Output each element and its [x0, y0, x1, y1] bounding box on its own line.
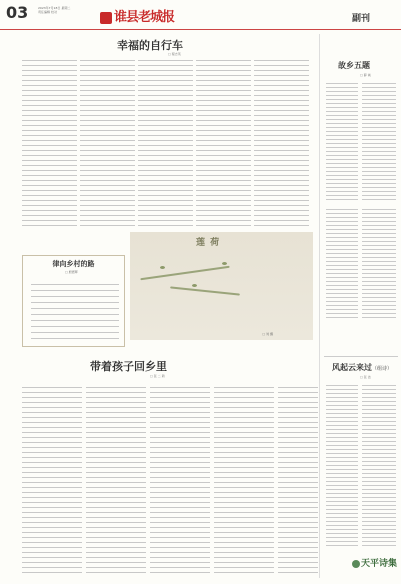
right-top-stanza-2	[362, 82, 396, 202]
bottom-article-title: 带着孩子回乡里	[90, 360, 167, 373]
main-article-column-2	[80, 58, 135, 228]
brand-icon	[352, 560, 360, 568]
poem-body	[31, 282, 119, 342]
bottom-article-column-4	[214, 385, 274, 575]
right-top-stanza-1	[326, 82, 358, 202]
branch-shape	[170, 286, 240, 295]
right-top-stanza-4	[362, 208, 396, 318]
page-number: 03	[6, 3, 29, 22]
right-bottom-title: 风起云来过（组诗）	[332, 362, 393, 372]
bottom-article-column-2	[86, 385, 146, 575]
main-article-byline: □ 程志英	[168, 52, 181, 56]
poem-title: 律向乡村的路	[52, 259, 95, 268]
right-top-byline: □ 薛 诚	[360, 73, 371, 77]
main-article-column-1	[22, 58, 77, 228]
bottom-article-column-5	[278, 385, 318, 575]
column-divider	[319, 34, 320, 578]
masthead-title: 谁县老城报	[114, 10, 175, 25]
right-top-stanza-3	[326, 208, 358, 318]
photo-caption: □ 刘 摄	[262, 332, 273, 336]
poem-box	[22, 255, 125, 347]
bottom-article-column-1	[22, 385, 82, 575]
right-bottom-stanza-2	[362, 384, 396, 549]
masthead-logo	[100, 6, 174, 25]
bottom-article-column-3	[150, 385, 210, 575]
right-bottom-byline: □ 张 洁	[360, 375, 371, 379]
leaf-shape	[160, 266, 165, 269]
poem-byline: □ 殷德辉	[65, 270, 78, 274]
right-bottom-stanza-1	[326, 384, 358, 549]
photo-label: 莲 荷	[196, 238, 221, 248]
main-article-title: 幸福的自行车	[117, 39, 183, 52]
leaf-shape	[222, 262, 227, 265]
page-header	[0, 0, 401, 30]
right-top-title: 故乡五题	[338, 60, 370, 70]
section-divider	[324, 356, 398, 357]
branch-shape	[140, 266, 229, 281]
leaf-shape	[192, 284, 197, 287]
main-article-column-3	[138, 58, 193, 228]
section-label: 副刊	[352, 14, 371, 24]
issue-meta: 2023年7月18日 星期二 责任编辑 校对	[38, 6, 71, 14]
bottom-article-byline: □ 张 二 新	[150, 374, 165, 378]
main-article-column-5	[254, 58, 309, 228]
masthead-icon	[100, 12, 112, 24]
main-article-column-4	[196, 58, 251, 228]
footer-brand: 天平诗集	[352, 556, 397, 569]
lotus-photo	[130, 232, 313, 340]
